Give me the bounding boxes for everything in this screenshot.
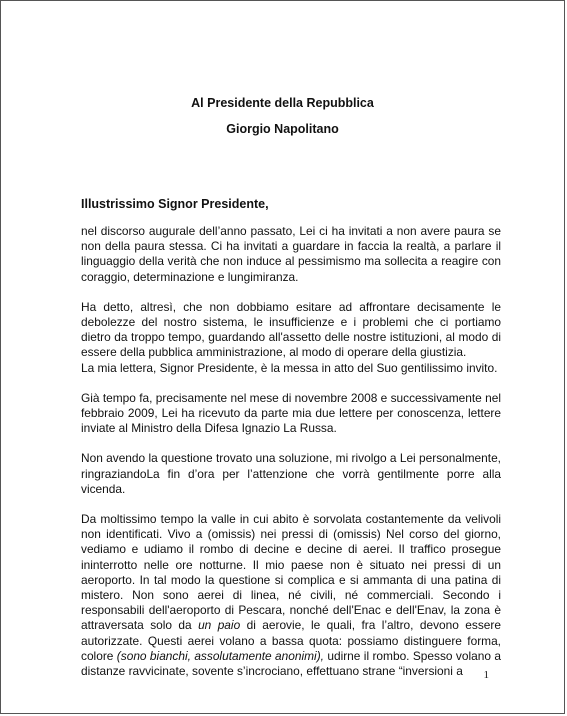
paragraph-6 xyxy=(81,512,501,679)
page-number: 1 xyxy=(483,669,489,681)
paragraph-6-text-2: di aerovie, le quali, fra l’altro, devono essere autorizzate. Questi aerei volano a bassa quota: possiamo distinguere forma, colore xyxy=(81,618,501,663)
recipient-title: Al Presidente della Repubblica xyxy=(191,96,374,110)
paragraph-3: La mia lettera, Signor Presidente, è la messa in atto del Suo gentilissimo invito. xyxy=(81,360,498,375)
paragraph-1: nel discorso augurale dell’anno passato, Lei ci ha invitati a non avere paura se non della paura stessa. Ci ha invitati a guardare in faccia la realtà, a parlare il linguaggio della verità che non induce al pessimismo ma sollecita a reagire con coraggio, determinazione e lungimiranza. xyxy=(81,224,501,284)
letter-body xyxy=(81,224,501,694)
paragraph-5: Non avendo la questione trovato una soluzione, mi rivolgo a Lei personalmente, ringraziandoLa fin d’ora per l’attenzione che vorrà gentilmente porre alla vicenda. xyxy=(81,451,501,496)
recipient-name: Giorgio Napolitano xyxy=(226,122,339,136)
paragraph-6-text-1: Da moltissimo tempo la valle in cui abito è sorvolata costantemente da velivoli non identificati. Vivo a (omissis) nei pressi di (omissis) Nel corso del giorno, vediamo e udiamo il rombo di decine e decine di aerei. Il traffico prosegue ininterrotto nelle ore notturne. Il mio paese non è situato nei pressi di un aeroporto. In tal modo la questione si complica e si ammanta di una patina di mistero. Non sono aerei di linea, né civili, né commerciali. Secondo i responsabili dell'aeroporto di Pescara, nonché dell'Enac e dell'Enav, la zona è attraversata solo da xyxy=(81,512,501,633)
paragraph-2: Ha detto, altresì, che non dobbiamo esitare ad affrontare decisamente le debolezze del nostro sistema, le insufficienze e i problemi che ci portiamo dietro da troppo tempo, guardando all'assetto delle nostre istituzioni, al modo di essere della pubblica amministrazione, al modo di operare della giustizia. xyxy=(81,299,501,360)
paragraph-6-text-3: udirne il rombo. Spesso volano a distanze ravvicinate, sovente s’incrociano, effettuano strane “inversioni a xyxy=(81,648,501,679)
paragraph-4: Già tempo fa, precisamente nel mese di novembre 2008 e successivamente nel febbraio 2009, Lei ha ricevuto da parte mia due lettere per conoscenza, lettere inviate al Ministro della Difesa Ignazio La Russa. xyxy=(81,390,501,436)
letter-header xyxy=(1,95,564,147)
salutation: Illustrissimo Signor Presidente, xyxy=(81,197,269,211)
paragraph-6-italic-2: (sono bianchi, assolutamente anonimi), xyxy=(116,648,324,663)
paragraph-6-italic-1: un paio xyxy=(198,618,241,633)
